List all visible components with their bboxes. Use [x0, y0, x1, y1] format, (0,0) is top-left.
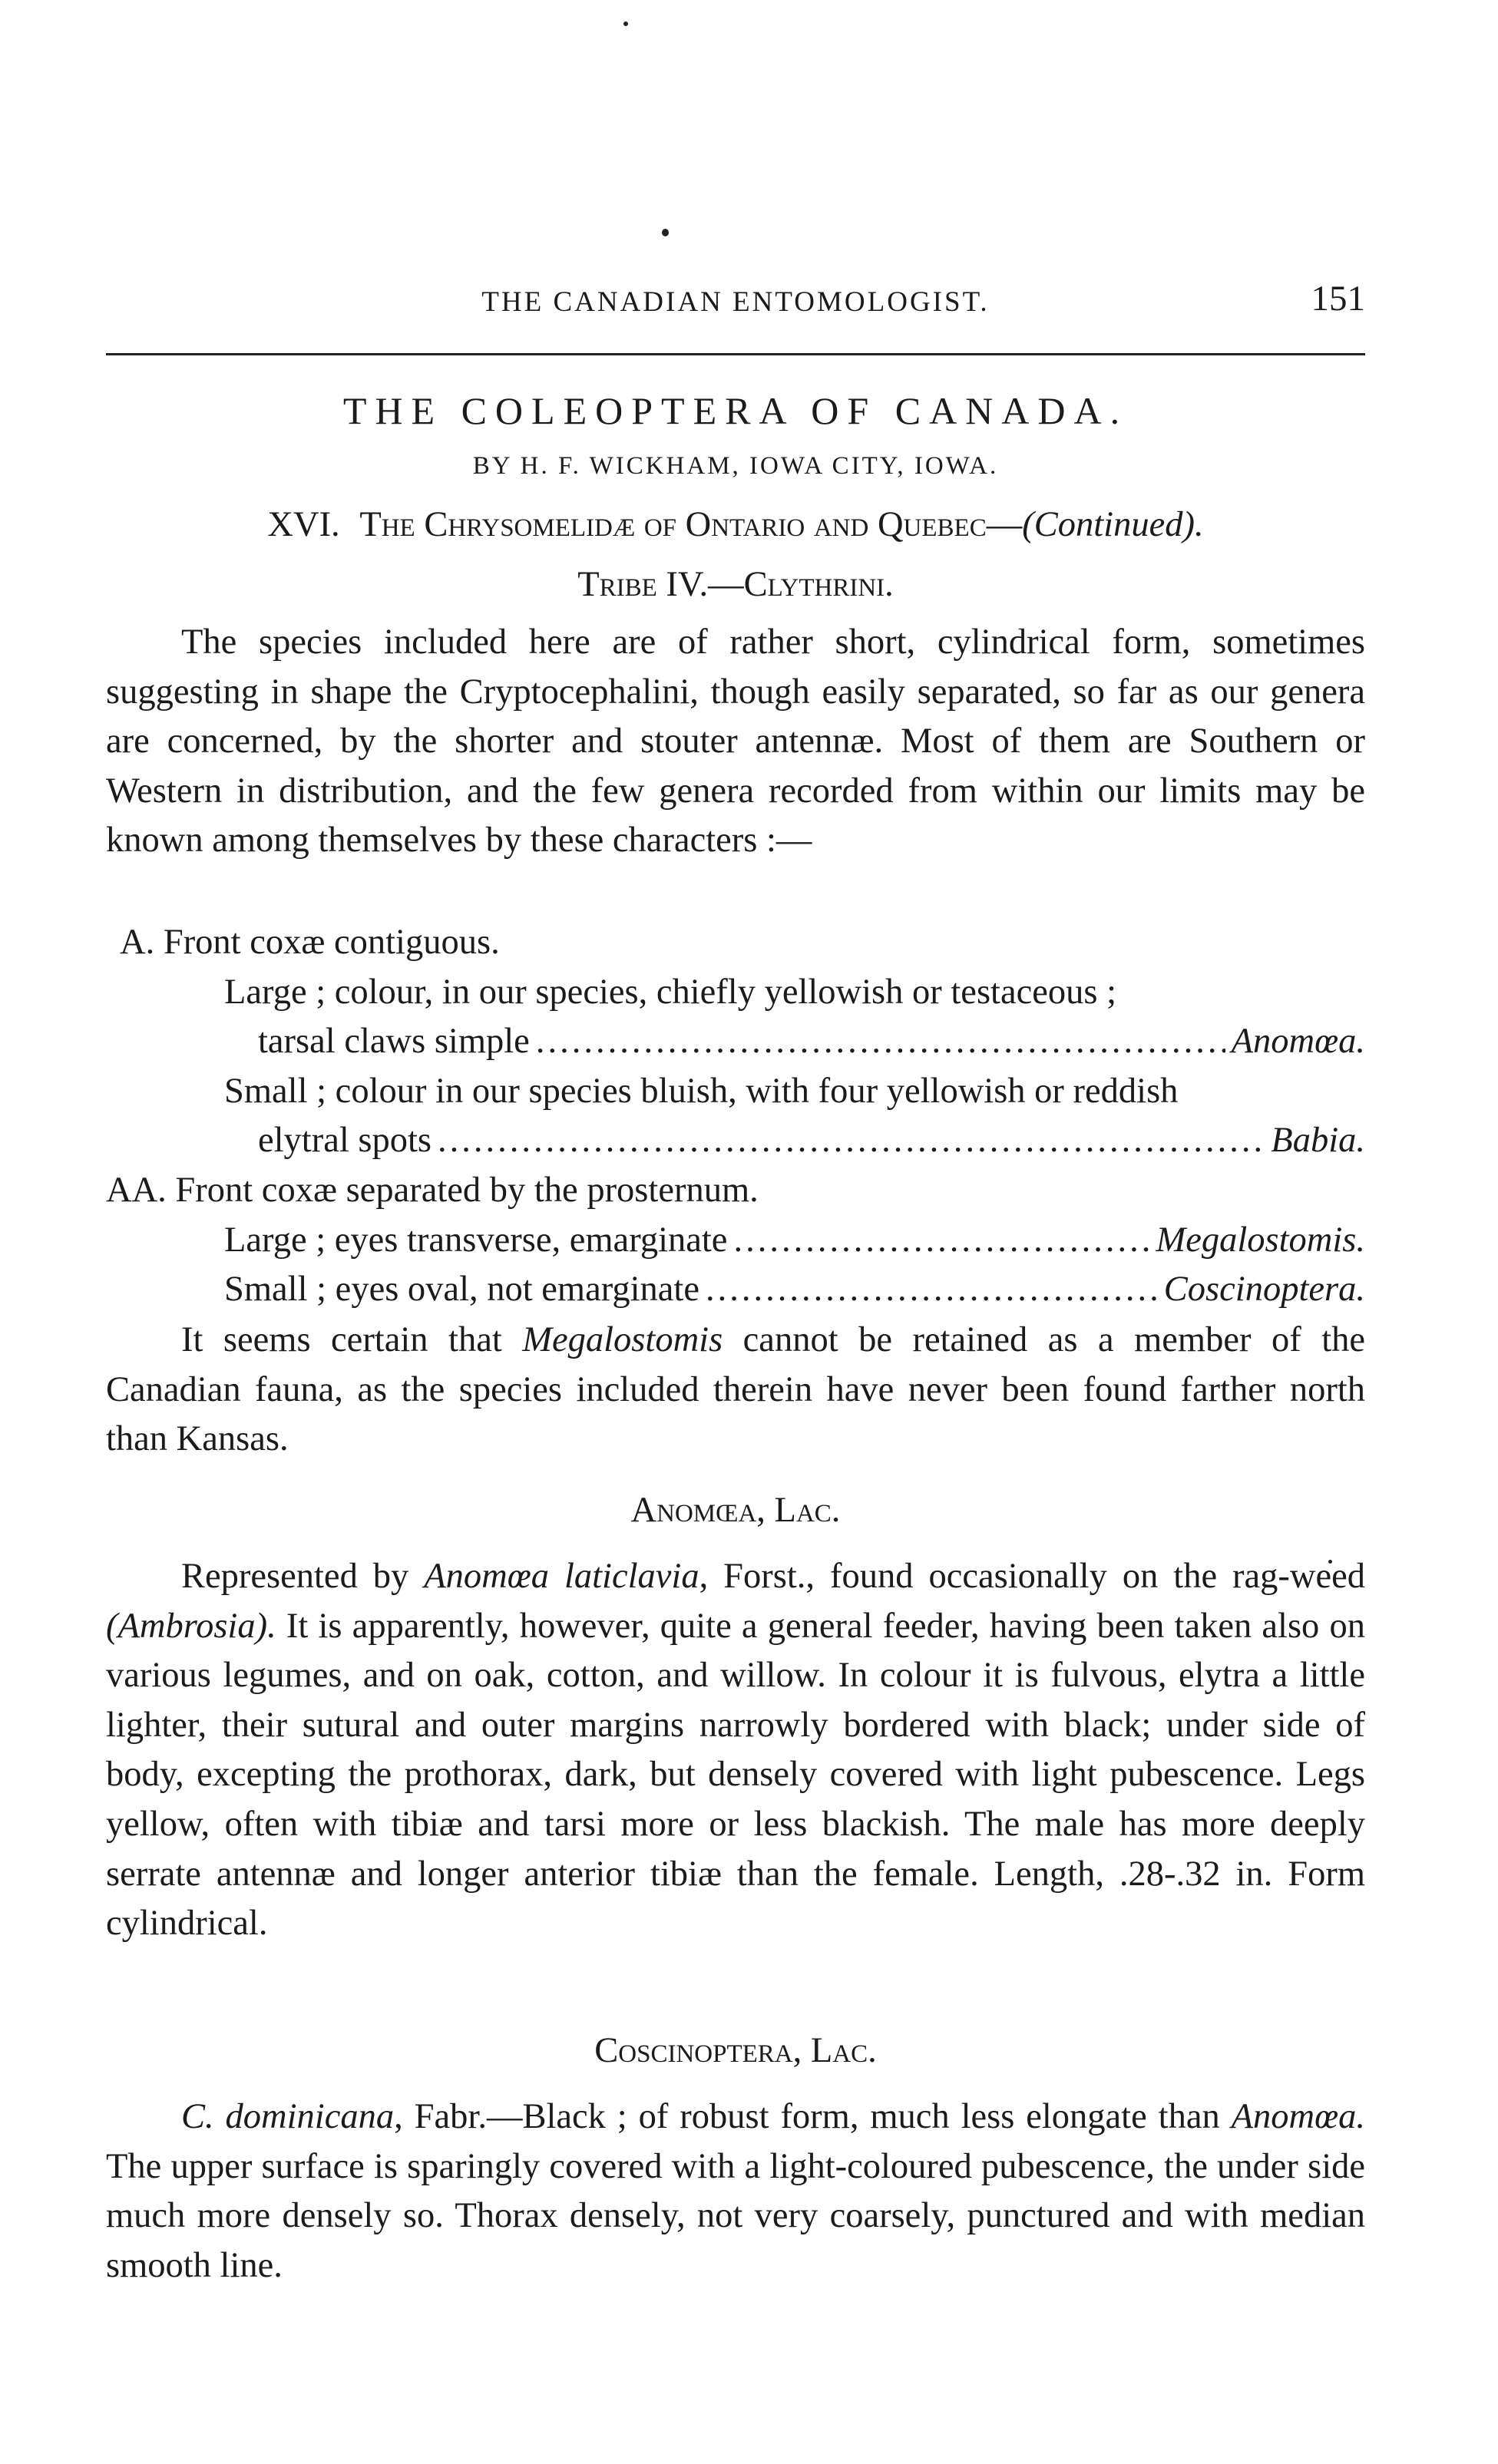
- key-aa2-result: Coscinoptera.: [1163, 1270, 1365, 1310]
- key-aa1-line: [106, 1216, 1365, 1266]
- key-a1-line2: [106, 1017, 1365, 1067]
- text-run: , Fabr.—Black ; of robust form, much less elongate than: [394, 2097, 1232, 2136]
- megalostomis-paragraph: [106, 1316, 1365, 1465]
- coscinoptera-paragraph: [106, 2092, 1365, 2291]
- anomoea-paragraph: [106, 1552, 1365, 1949]
- key-a2-desc-end: elytral spots: [258, 1121, 432, 1161]
- anomoea-heading: Anomœa, Lac.: [630, 1491, 841, 1530]
- tribe-heading: Tribe IV.—Clythrini.: [577, 565, 894, 604]
- key-a1-result: Anomœa.: [1231, 1022, 1365, 1062]
- megalostomis-text: [106, 1316, 1365, 1465]
- genus-name: Megalostomis: [522, 1320, 723, 1359]
- text-run: The upper surface is sparingly covered with a light-coloured pubescence, the under side much more densely so. Thorax densely, not very coarsely, punctured and with median smooth line.: [106, 2146, 1365, 2285]
- dot-leader: [536, 1017, 1225, 1067]
- key-a-label: A. Front coxæ contiguous.: [120, 923, 500, 962]
- key-a1-desc-end: tarsal claws simple: [258, 1022, 530, 1062]
- text-run: Represented by: [181, 1557, 425, 1596]
- intro-text: The species included here are of rather short, cylindrical form, sometimes suggesting in shape the Cryptocephalini, though easily separated, so far as our genera are concerned, by the shorter and stouter antennæ. Most of them are Southern or Western in distribution, and the few genera recorded from within our limits may be known among themselves by these characters :—: [106, 623, 1365, 860]
- key-a2-desc: Small ; colour in our species bluish, with four yellowish or reddish: [224, 1071, 1179, 1111]
- key-aa1-result: Megalostomis.: [1156, 1220, 1365, 1260]
- dot-leader: [438, 1116, 1265, 1166]
- key-a1-line1: [106, 968, 1365, 1018]
- section-heading: [106, 500, 1365, 550]
- print-speck: [662, 229, 669, 236]
- text-run: It seems certain that: [181, 1320, 523, 1359]
- dot-leader: [706, 1265, 1158, 1315]
- species-name: C. dominicana: [181, 2097, 395, 2136]
- byline: BY H. F. WICKHAM, IOWA CITY, IOWA.: [472, 452, 999, 480]
- key-a2-line2: [106, 1116, 1365, 1166]
- species-name: Anomœa laticlavia: [424, 1557, 699, 1596]
- text-run: , Forst., found occasionally on the rag-weed: [699, 1557, 1366, 1596]
- key-a1-desc: Large ; colour, in our species, chiefly yellowish or testaceous ;: [224, 972, 1117, 1012]
- key-aa2-line: [106, 1265, 1365, 1315]
- article-title: THE COLEOPTERA OF CANADA.: [342, 389, 1129, 432]
- key-a2-line1: [106, 1067, 1365, 1117]
- text-run: cannot be retained as a member of the Canadian fauna, as the species included therein have never been found farther north than Kansas.: [106, 1320, 1366, 1459]
- dot-leader: [733, 1216, 1149, 1266]
- running-head: [106, 273, 1365, 329]
- key-aa1-desc: Large ; eyes transverse, emarginate: [224, 1220, 728, 1260]
- page-number: 151: [1311, 279, 1365, 319]
- intro-paragraph: [106, 618, 1365, 866]
- genus-reference: Anomœa.: [1231, 2097, 1365, 2136]
- text-run: It is apparently, however, quite a general feeder, having been taken also on various legumes, and on oak, cotton, and willow. In colour it is fulvous, elytra a little lighter, their sutural and outer margins narrowly bordered with black; under side of body, excepting the prothorax, dark, but densely covered with light pubescence. Legs yellow, often with tibiæ and tarsi more or less blackish. The male has more deeply serrate antennæ and longer anterior tibiæ than the female. Length, .28-.32 in. Form cylindrical.: [106, 1606, 1365, 1944]
- header-rule: [106, 353, 1365, 355]
- journal-title: THE CANADIAN ENTOMOLOGIST.: [481, 286, 990, 318]
- key-aa2-desc: Small ; eyes oval, not emarginate: [224, 1270, 699, 1310]
- section-number: XVI.: [267, 505, 340, 544]
- key-layout: [106, 918, 1365, 1315]
- print-speck: [623, 21, 628, 26]
- coscinoptera-text: [106, 2092, 1365, 2291]
- key-aa-label: AA. Front coxæ separated by the prosternum.: [106, 1170, 759, 1210]
- key-a2-result: Babia.: [1271, 1121, 1365, 1161]
- host-plant: (Ambrosia).: [106, 1606, 276, 1646]
- coscinoptera-heading: Coscinoptera, Lac.: [594, 2031, 877, 2070]
- section-continued: (Continued).: [1022, 505, 1204, 544]
- anomoea-text: [106, 1552, 1365, 1949]
- section-title: The Chrysomelidæ of Ontario and Quebec—: [359, 505, 1023, 544]
